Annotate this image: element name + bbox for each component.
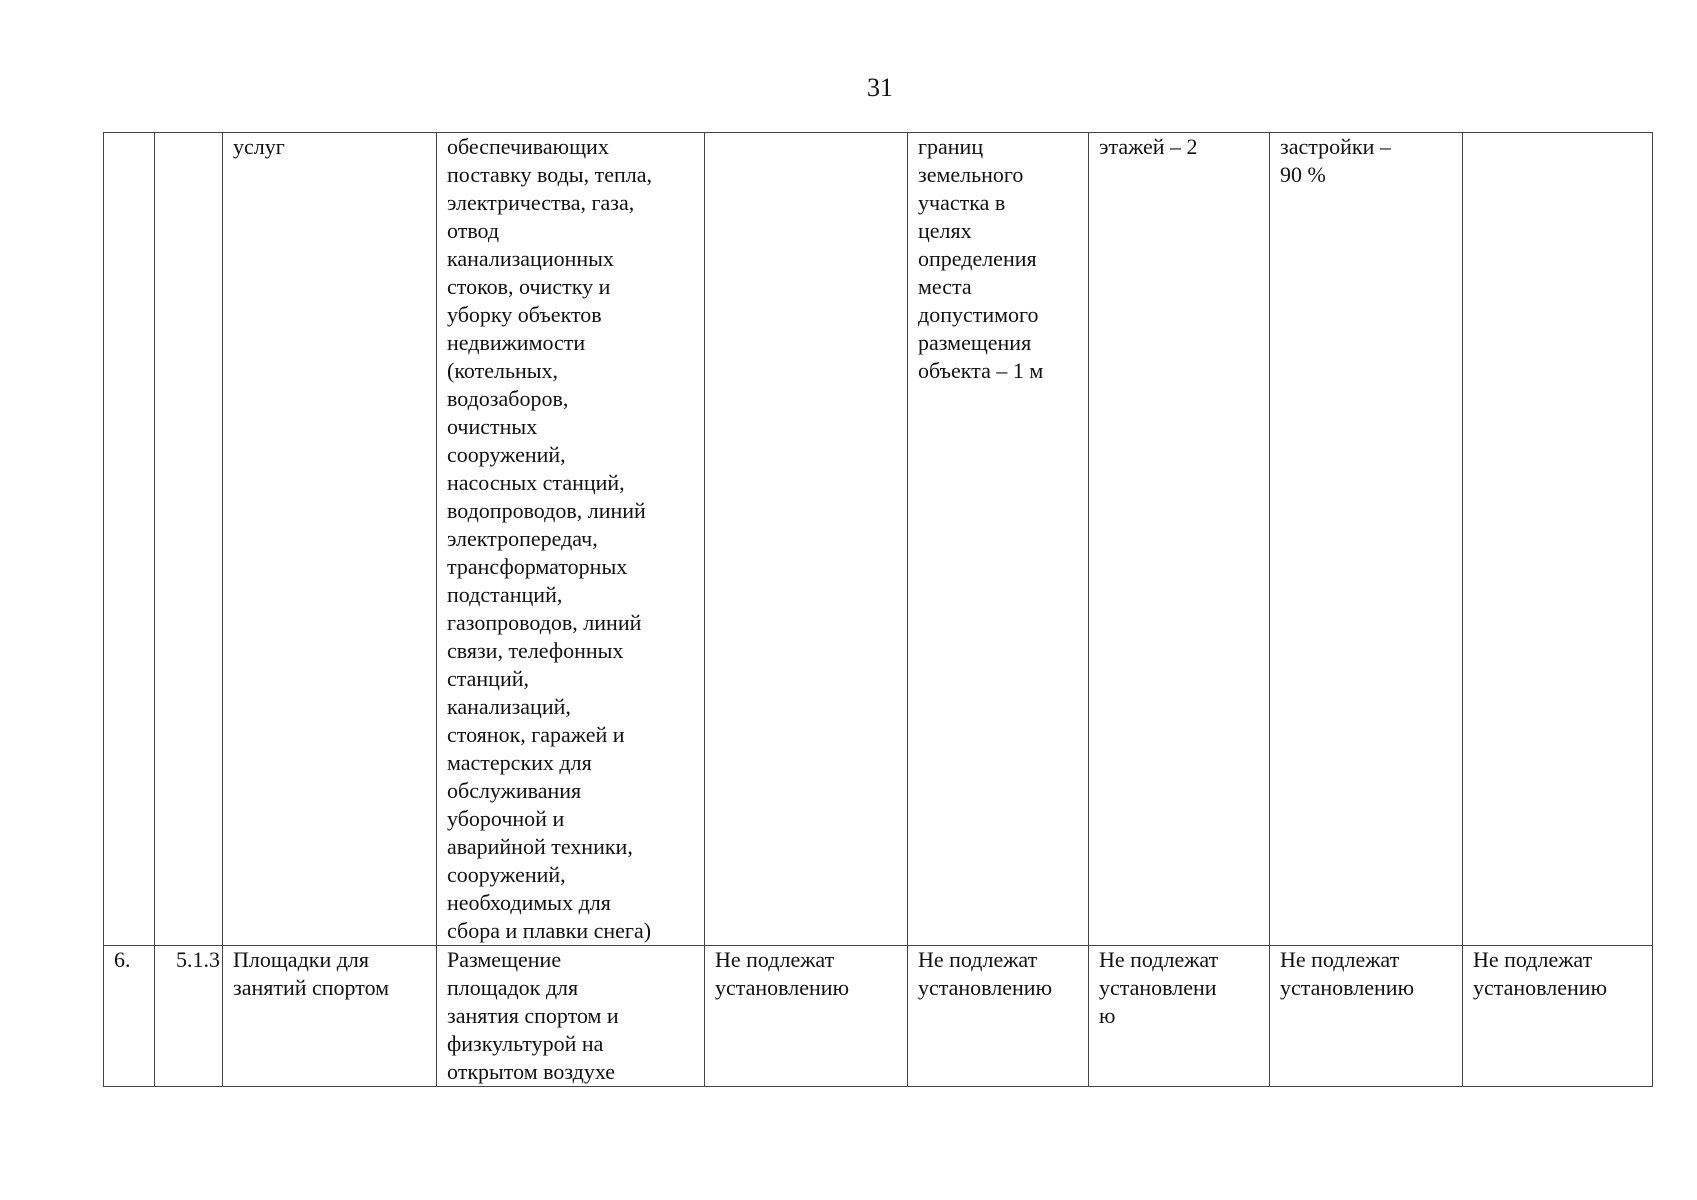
- plot-size-cell: Не подлежат установлению: [705, 946, 908, 1087]
- other-params-cell: [1463, 133, 1653, 946]
- plot-size-cell: [705, 133, 908, 946]
- description-cell: обеспечивающих поставку воды, тепла, электричества, газа, отвод канализационных стоков, очистку и уборку объектов недвижимости (котельных, водозаборов, очистных сооружений, насосных станций, водопроводов, линий электропередач, трансформаторных подстанций, газопроводов, линий связи, телефонных станций, канализаций, стоянок, гаражей и мастерских для обслуживания уборочной и аварийной техники, сооружений, необходимых для сбора и плавки снега): [437, 133, 705, 946]
- other-params-cell: Не подлежат установлению: [1463, 946, 1653, 1087]
- table-row: [104, 133, 1653, 946]
- row-number-cell: 6.: [104, 946, 155, 1087]
- use-type-cell: услуг: [223, 133, 437, 946]
- code-cell: 5.1.3: [155, 946, 223, 1087]
- floors-cell: Не подлежат установлени ю: [1089, 946, 1270, 1087]
- floors-cell: этажей – 2: [1089, 133, 1270, 946]
- row-number-cell: [104, 133, 155, 946]
- description-cell: Размещение площадок для занятия спортом и физкультурой на открытом воздухе: [437, 946, 705, 1087]
- page-number: 31: [867, 73, 893, 102]
- setback-cell: Не подлежат установлению: [908, 946, 1089, 1087]
- table-row: [104, 946, 1653, 1087]
- coverage-cell: Не подлежат установлению: [1270, 946, 1463, 1087]
- code-cell: [155, 133, 223, 946]
- coverage-cell: застройки – 90 %: [1270, 133, 1463, 946]
- setback-cell: границ земельного участка в целях определения места допустимого размещения объекта – 1 м: [908, 133, 1089, 946]
- use-type-cell: Площадки для занятий спортом: [223, 946, 437, 1087]
- regulations-table: [103, 132, 1653, 1087]
